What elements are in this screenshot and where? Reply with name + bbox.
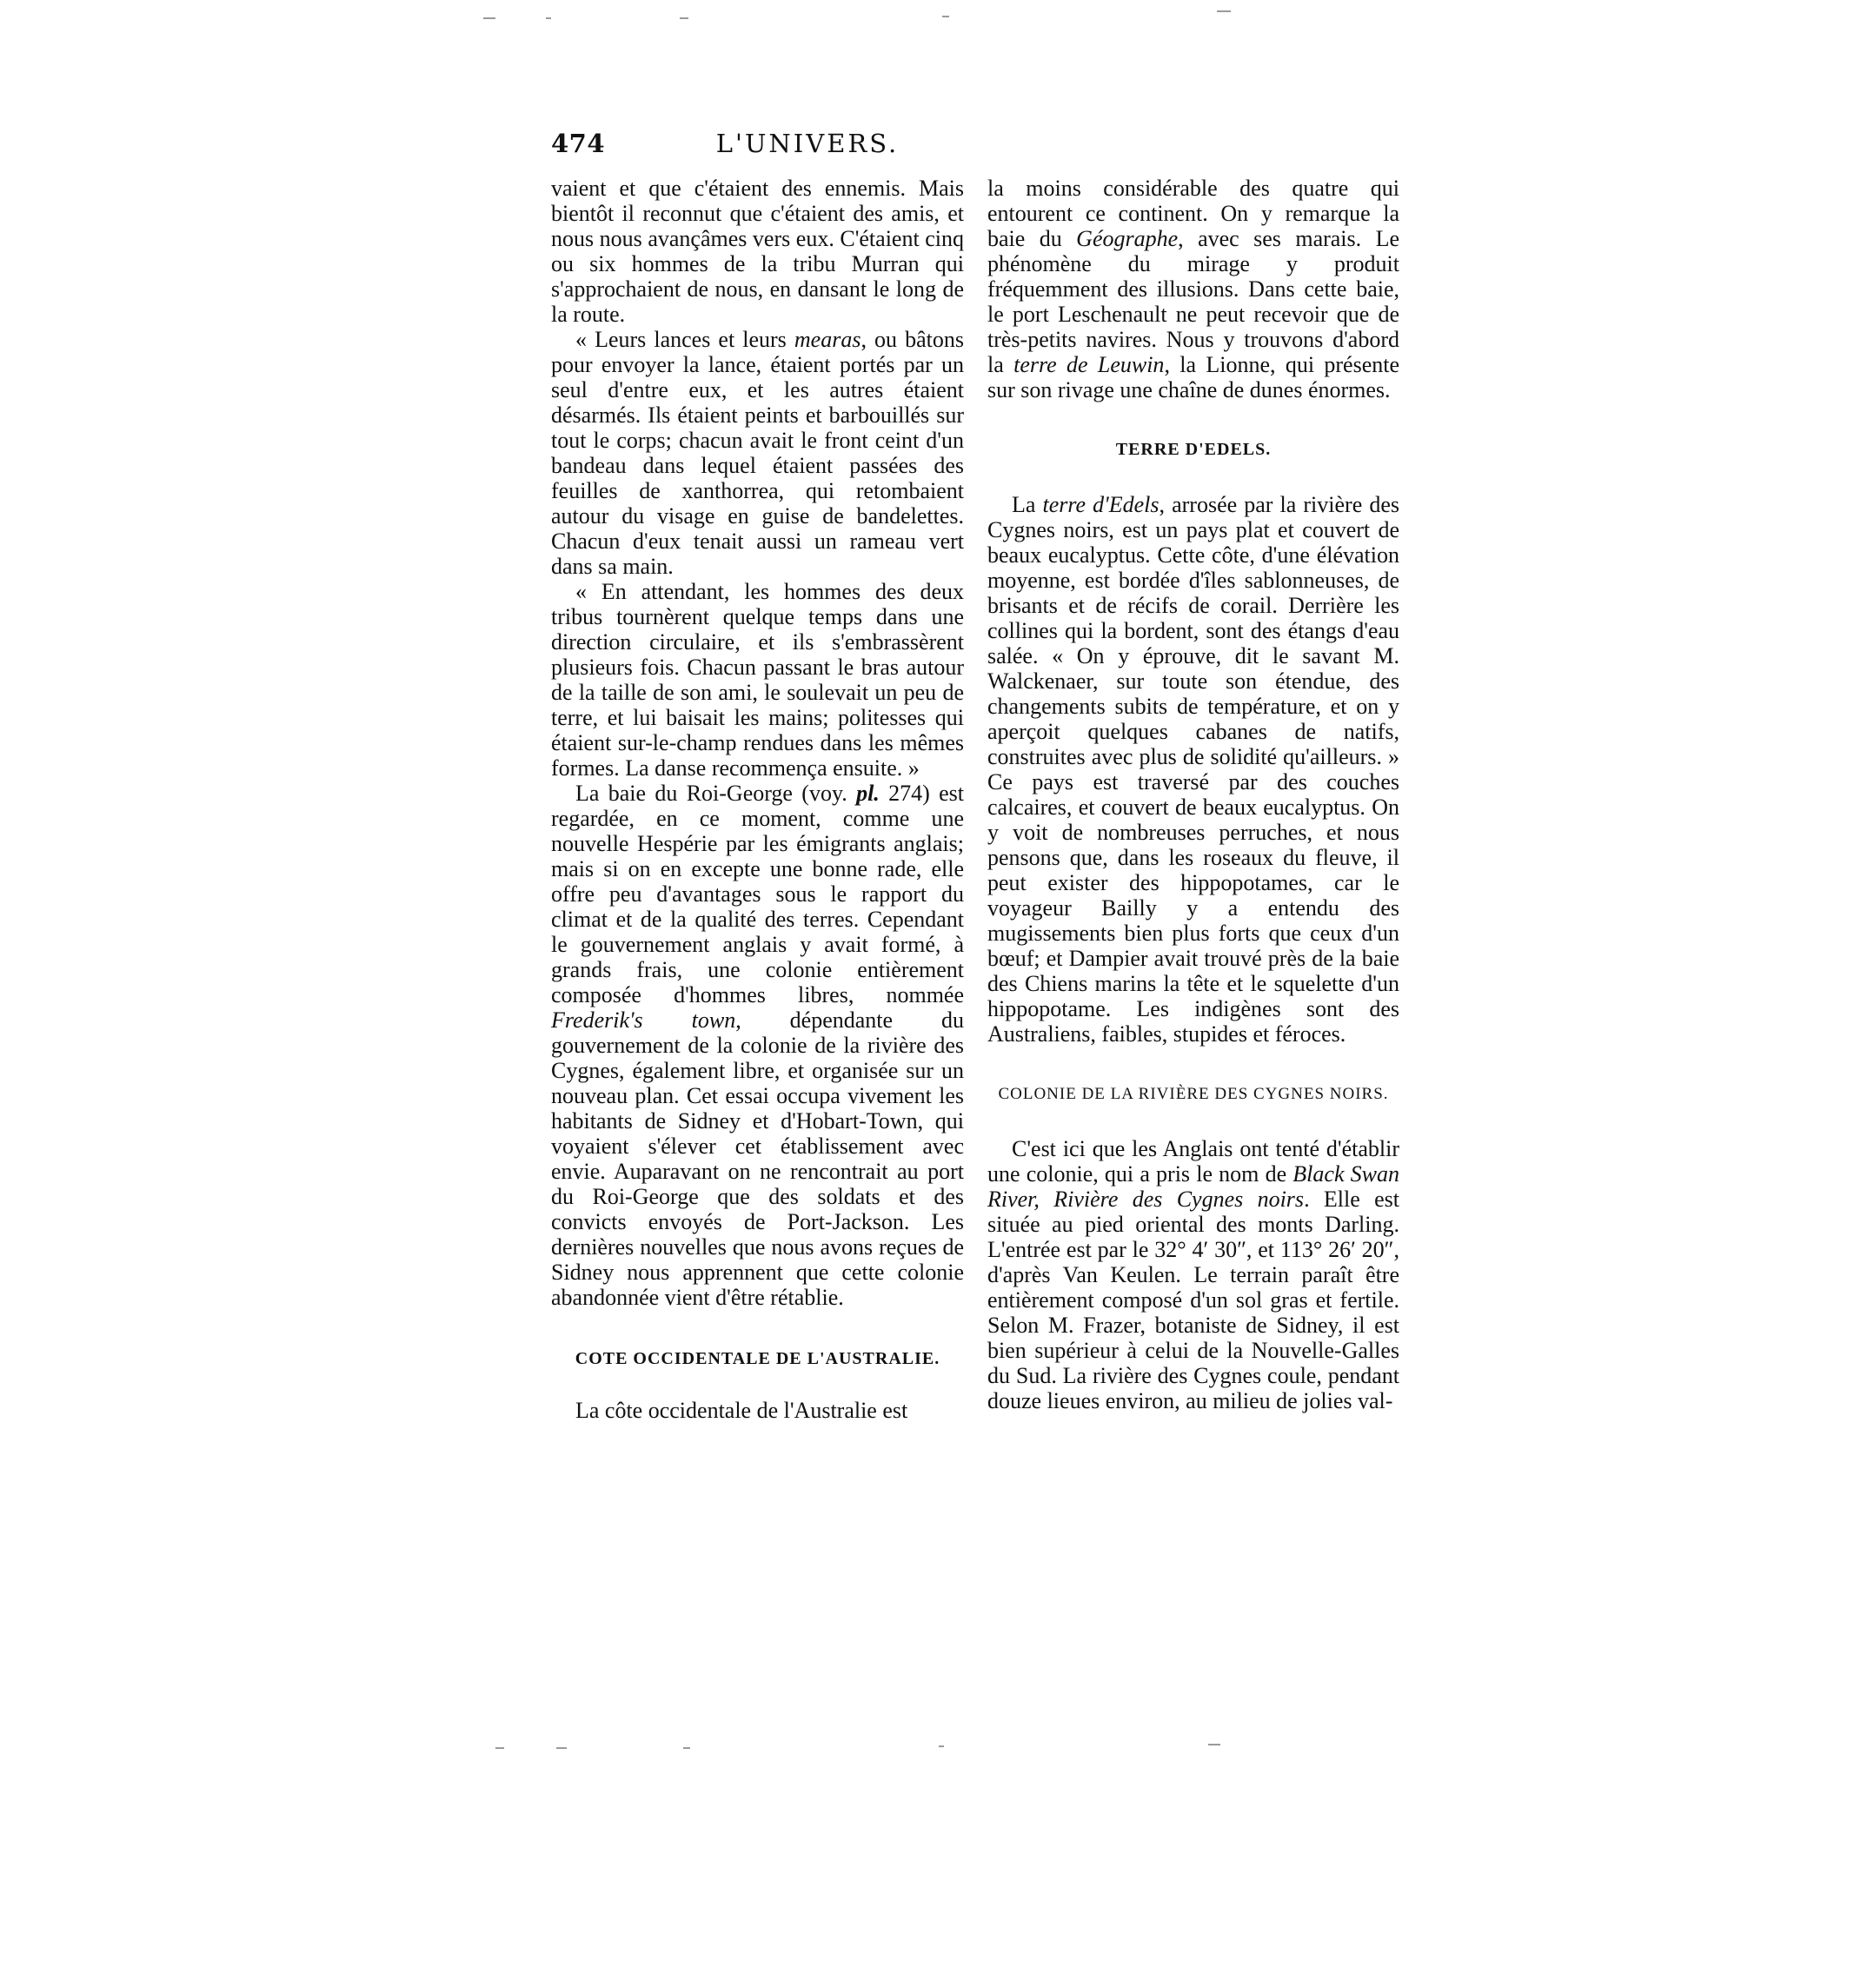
- text-run: , dépendante du gouvernement de la colonie de la rivière des Cygnes, également libre, et organisée sur un nouveau plan. Cet essai occupa vivement les habitants de Sidney et d'Hobart-Town, qui voyaient s'élever cet établissement avec envie. Auparavant on ne rencontrait au port du Roi-George que des soldats et des convicts envoyés de Port-Jackson. Les dernières nouvelles que nous avons reçues de Sidney nous apprennent que cette colonie abandonnée vient d'être rétablie.: [551, 1007, 964, 1310]
- paragraph: vaient et que c'étaient des ennemis. Mais bientôt il reconnut que c'étaient des amis, et nous nous avançâmes vers eux. C'étaient cinq ou six hommes de la tribu Murran qui s'approchaient de nous, en dansant le long de la route.: [551, 176, 964, 327]
- scan-artifact: [680, 17, 688, 19]
- italic-term: Géographe: [1076, 226, 1179, 251]
- paragraph: [987, 176, 1399, 402]
- text-run: C'est ici que les Anglais ont tenté d'établir une colonie, qui a pris le nom de: [987, 1136, 1399, 1187]
- scan-artifact: [556, 1747, 567, 1749]
- text-run: , la Lionne, qui présente sur son rivage une chaîne de dunes énormes.: [987, 352, 1399, 402]
- italic-term: mearas: [794, 327, 861, 352]
- text-run: 274) est regardée, en ce moment, comme une nouvelle Hespérie par les émigrants anglais; mais si on en excepte une bonne rade, elle offre peu d'avantages sous le rapport du climat et de la qualité des terres. Cependant le gouvernement anglais y avait formé, à grands frais, une colonie entièrement composée d'hommes libres, nommée: [551, 781, 964, 1007]
- scan-artifact: [939, 1745, 944, 1747]
- text-run: , avec ses marais. Le phénomène du mirage y produit fréquemment des illusions. Dans cette baie, le port Leschenault ne peut recevoir que de très-petits navires. Nous y trouvons d'abord la: [987, 226, 1399, 377]
- paragraph: [551, 781, 964, 1310]
- text-run: La: [1012, 492, 1043, 517]
- page-header: [551, 129, 1064, 167]
- text-run: La baie du Roi-George (voy.: [575, 781, 857, 806]
- scan-artifact: [495, 1747, 504, 1749]
- scan-artifact: [483, 17, 495, 19]
- right-column: [987, 176, 1399, 1413]
- section-heading: TERRE D'EDELS.: [1115, 440, 1272, 459]
- text-run: , ou bâtons pour envoyer la lance, étaient portés par un seul d'entre eux, et les autres étaient désarmés. Ils étaient peints et barbouillés sur tout le corps; chacun avait le front ceint d'un bandeau dans lequel étaient passées des feuilles de xanthorrea, qui retombaient autour du visage en guise de bandelettes. Chacun d'eux tenait aussi un rameau vert dans sa main.: [551, 327, 965, 579]
- text-run: la moins considérable des quatre qui entourent ce continent. On y remarque la baie du: [987, 176, 1399, 251]
- paragraph: La côte occidentale de l'Australie est: [575, 1398, 908, 1423]
- running-title: L'UNIVERS.: [715, 129, 900, 158]
- page-number: 474: [551, 129, 606, 158]
- scan-artifact: [1217, 10, 1231, 12]
- italic-term: pl.: [856, 781, 880, 806]
- paragraph: [551, 327, 964, 579]
- section-heading: COTE OCCIDENTALE DE L'AUSTRALIE.: [575, 1349, 940, 1368]
- italic-term: Frederik's town: [551, 1007, 736, 1033]
- scan-artifact: [683, 1747, 690, 1749]
- paragraph: [987, 1136, 1399, 1413]
- italic-term: Black Swan River, Rivière des Cygnes noirs: [987, 1161, 1400, 1212]
- text-run: . Elle est située au pied oriental des monts Darling. L'entrée est par le 32° 4′ 30″, et 113° 26′ 20″, d'après Van Keulen. Le terrain paraît être entièrement composé d'un sol gras et fertile. Selon M. Frazer, botaniste de Sidney, il est bien supérieur à celui de la Nouvelle-Galles du Sud. La rivière des Cygnes coule, pendant douze lieues environ, au milieu de jolies val-: [987, 1187, 1399, 1413]
- left-column: [551, 176, 964, 1423]
- section-heading: COLONIE DE LA RIVIÈRE DES CYGNES NOIRS.: [998, 1085, 1389, 1103]
- scan-artifact: [546, 17, 551, 19]
- italic-term: terre d'Edels: [1042, 492, 1160, 517]
- text-run: « Leurs lances et leurs: [575, 327, 794, 352]
- italic-term: terre de Leuwin: [1013, 352, 1165, 377]
- text-run: , arrosée par la rivière des Cygnes noirs, est un pays plat et couvert de beaux eucalyptus. Cette côte, d'une élévation moyenne, est bordée d'îles sablonneuses, de brisants et de récifs de corail. Derrière les collines qui la bordent, sont des étangs d'eau salée. « On y éprouve, dit le savant M. Walckenaer, sur toute son étendue, des changements subits de température, et on y aperçoit quelques cabanes de natifs, construites avec plus de solidité qu'ailleurs. » Ce pays est traversé par des couches calcaires, et couvert de beaux eucalyptus. On y voit de nombreuses perruches, et nous pensons que, dans les roseaux du fleuve, il peut exister des hippopotames, car le voyageur Bailly y a entendu des mugissements bien plus forts que ceux d'un bœuf; et Dampier avait trouvé près de la baie des Chiens marins la tête et le squelette d'un hippopotame. Les indigènes sont des Australiens, faibles, stupides et féroces.: [987, 492, 1399, 1047]
- scan-artifact: [1208, 1744, 1220, 1745]
- scan-artifact: [942, 16, 949, 17]
- paragraph: [987, 492, 1399, 1047]
- paragraph: « En attendant, les hommes des deux tribus tournèrent quelque temps dans une direction circulaire, et ils s'embrassèrent plusieurs fois. Chacun passant le bras autour de la taille de son ami, le soulevait un peu de terre, et lui baisait les mains; politesses qui étaient sur-le-champ rendues dans les mêmes formes. La danse recommença ensuite. »: [551, 579, 964, 781]
